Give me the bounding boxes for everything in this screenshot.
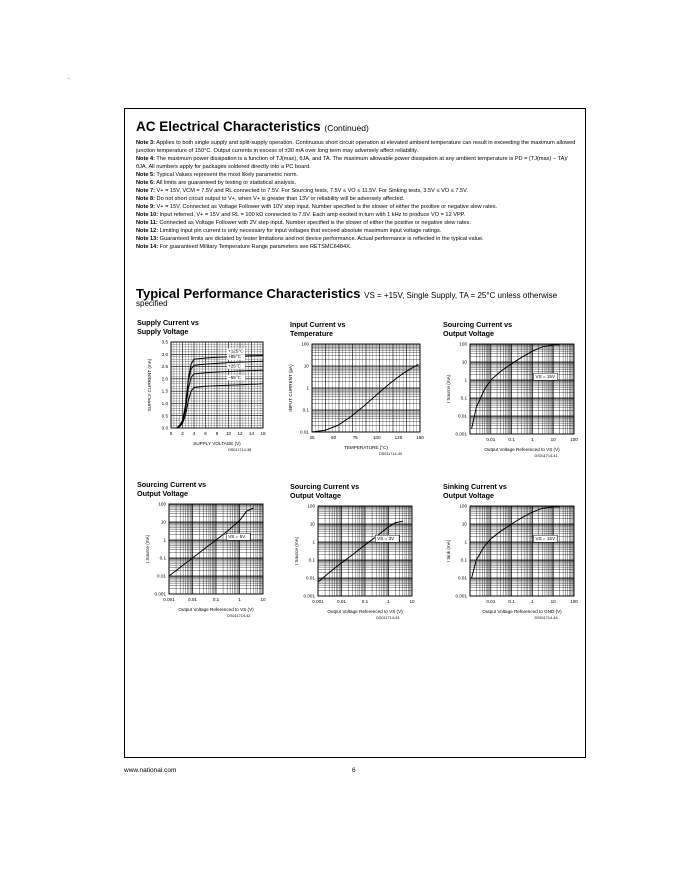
chart-2 (286, 340, 424, 481)
x-tick-label: 1 (238, 597, 241, 602)
x-axis-label: SUPPLY VOLTAGE (V) (193, 441, 241, 446)
stray-mark: . (68, 75, 70, 81)
x-tick-label: 0.01 (337, 599, 346, 604)
note-text: All limits are guaranteed by testing or statistical analysis. (154, 180, 297, 186)
series-label: −55°C (228, 374, 241, 380)
x-tick-label: 100 (570, 437, 578, 442)
x-axis-label: Output Voltage Referenced to VS (V) (484, 447, 560, 452)
note-item (136, 203, 578, 211)
x-tick-label: 10 (409, 599, 415, 604)
note-item (136, 139, 578, 155)
note-text: Guaranteed limits are dictated by tester limitations and not device performance. Actual performance is reflected in the typical value. (158, 236, 484, 242)
chart-title (137, 480, 206, 498)
figure-code: DS011714-41 (534, 454, 558, 458)
x-tick-label: 50 (331, 435, 337, 440)
section-title: AC Electrical Characteristics (Continued) (136, 119, 369, 134)
chart-svg (440, 502, 578, 642)
chart-title-line: Output Voltage (290, 491, 341, 500)
note-text: Limiting input pin current is only necessary for input voltages that exceed absolute maximum input voltage ratings. (158, 228, 442, 234)
x-tick-label: 10 (550, 437, 556, 442)
y-tick-label: 1 (464, 539, 467, 545)
chart-title (290, 320, 346, 338)
chart-title-line: Supply Current vs (137, 318, 199, 327)
chart-1 (137, 336, 267, 477)
x-axis-label: TEMPERATURE (°C) (344, 445, 388, 450)
x-tick-label: 0 (169, 431, 173, 436)
note-text: For guaranteed Military Temperature Range parameters see RETSMC6484X. (158, 244, 352, 250)
chart-grid (470, 506, 574, 596)
tpc-conditions: VS = +15V, Single Supply, TA = 25°C unless otherwise (364, 291, 558, 300)
note-label: Note 10: (136, 212, 159, 218)
x-tick-label: 75 (352, 435, 358, 440)
note-label: Note 5: (136, 172, 155, 178)
chart-title-line: Temperature (290, 329, 334, 338)
notes-list (136, 139, 578, 251)
y-tick-label: 0.1 (460, 557, 467, 563)
x-tick-label: 10 (550, 599, 556, 604)
x-tick-label: 0.1 (212, 597, 220, 602)
y-tick-label: 100 (459, 503, 467, 509)
x-tick-label: 0.001 (163, 597, 175, 602)
y-tick-label: 2.0 (161, 376, 168, 382)
note-item (136, 235, 578, 243)
chart-4 (137, 500, 275, 645)
footer-page-number: 6 (352, 767, 356, 774)
y-axis-label: INPUT CURRENT (pA) (288, 364, 293, 412)
series-line (169, 508, 254, 576)
note-text: Typical Values represent the most likely parametric norm. (154, 172, 299, 178)
y-tick-label: 100 (307, 503, 315, 509)
section-subtitle: (Continued) (324, 123, 369, 133)
note-text: V+ = 15V. Connected as Voltage Follower with 10V step input. Number specified is the slower of either the positive or negative slew rates. (154, 204, 498, 210)
x-tick-label: 0.01 (486, 437, 496, 442)
chart-title-line: Output Voltage (443, 491, 494, 500)
note-label: Note 3: (136, 140, 155, 146)
series-label: +85°C (228, 354, 241, 360)
note-item (136, 187, 578, 195)
note-label: Note 4: (136, 156, 155, 162)
chart-title-line: Output Voltage (137, 489, 188, 498)
chart-grid (312, 344, 420, 432)
chart-title-line: Sourcing Current vs (443, 320, 513, 329)
chart-5 (286, 502, 424, 647)
y-tick-label: 10 (461, 359, 467, 365)
annotation-label: VS = 5V (228, 534, 246, 540)
x-tick-label: 8 (215, 431, 219, 436)
y-tick-label: 0.1 (460, 395, 467, 401)
chart-title (443, 320, 512, 338)
note-label: Note 14: (136, 244, 159, 250)
y-tick-label: 0.1 (308, 557, 315, 563)
note-item (136, 243, 578, 251)
chart-title (443, 482, 507, 500)
note-label: Note 7: (136, 188, 155, 194)
note-label: Note 12: (136, 228, 159, 234)
note-label: Note 9: (136, 204, 155, 210)
y-tick-label: 100 (301, 341, 309, 347)
y-tick-label: 0.0 (161, 425, 168, 431)
y-tick-label: 10 (160, 519, 166, 525)
x-tick-label: 1 (387, 599, 390, 604)
note-item (136, 171, 578, 179)
figure-code: DS011714-40 (378, 452, 403, 456)
x-tick-label: 0.1 (361, 599, 369, 604)
x-tick-label: 10 (225, 431, 232, 436)
y-axis-label: SUPPLY CURRENT (mA) (147, 358, 152, 412)
y-tick-label: 100 (158, 501, 166, 507)
x-tick-label: 14 (248, 431, 255, 436)
series-label: +125°C (228, 348, 244, 354)
note-text: Applies to both single supply and split-supply operation. Continuous short circuit operation at elevated ambient temperature can result in exceeding the maximum allowed junction temperature of 150°C. Output currents in excess of ±30 mA over long term may adversely affect reliability. (136, 140, 576, 154)
y-tick-label: 0.01 (306, 575, 315, 581)
figure-code: DS011714-44 (534, 616, 558, 620)
x-tick-label: 0.1 (508, 437, 515, 442)
y-tick-label: 0.5 (161, 413, 168, 419)
series-label: +25°C (228, 363, 241, 369)
footer-site[interactable]: www.national.com (124, 767, 177, 774)
chart-title-line: Sourcing Current vs (290, 482, 360, 491)
chart-title-line: Supply Voltage (137, 327, 189, 336)
chart-title-line: Sourcing Current vs (137, 480, 207, 489)
note-label: Note 6: (136, 180, 155, 186)
x-tick-label: 10 (260, 597, 266, 602)
chart-grid (169, 504, 263, 594)
y-tick-label: 0.001 (455, 431, 467, 437)
note-item (136, 195, 578, 203)
chart-title (290, 482, 359, 500)
note-text: Connected as Voltage Follower with 2V step input. Number specified is the slower of either the positive or negative slew rates. (157, 220, 471, 226)
chart-title (137, 318, 199, 336)
x-tick-label: 0.01 (486, 599, 496, 604)
note-label: Note 11: (136, 220, 158, 226)
y-tick-label: 1 (306, 385, 309, 391)
tpc-conditions-cont: specified (136, 299, 168, 308)
y-tick-label: 100 (459, 341, 467, 347)
x-tick-label: 25 (309, 435, 315, 440)
y-tick-label: 0.1 (302, 407, 309, 413)
x-tick-label: 4 (192, 431, 196, 436)
tpc-title: Typical Performance Characteristics VS = +15V, Single Supply, TA = 25°C unless otherwise (136, 286, 558, 301)
y-tick-label: 1 (312, 539, 315, 545)
x-tick-label: 2 (181, 431, 184, 436)
figure-code: DS011714-43 (376, 616, 400, 620)
y-tick-label: 1 (163, 537, 166, 543)
x-tick-label: 0.1 (508, 599, 515, 604)
note-text: Input referred, V+ = 15V and RL = 100 kΩ connected to 7.5V. Each amp excited in turn with 1 kHz to produce VO = 12 VPP. (158, 212, 466, 218)
note-item (136, 155, 578, 171)
figure-code: DS011714-42 (227, 614, 251, 618)
x-tick-label: 16 (260, 431, 266, 436)
chart-svg (286, 340, 424, 476)
chart-title-line: Output Voltage (443, 329, 494, 338)
chart-title-line: Sinking Current vs (443, 482, 507, 491)
chart-6 (440, 502, 578, 647)
y-tick-label: 0.01 (458, 575, 467, 581)
chart-grid (171, 342, 263, 428)
x-tick-label: 1 (531, 437, 534, 442)
x-tick-label: 0.01 (188, 597, 197, 602)
chart-grid (318, 506, 412, 596)
y-axis-label: I Source (mA) (446, 374, 451, 404)
annotation-label: VS = 15V (535, 536, 556, 542)
series-line (312, 364, 418, 432)
y-tick-label: 10 (303, 363, 309, 369)
plot-border (470, 506, 574, 596)
x-axis-label: Output Voltage Referenced to VS (V) (178, 607, 254, 612)
chart-svg (286, 502, 424, 642)
note-item (136, 227, 578, 235)
y-tick-label: 2.5 (161, 364, 168, 370)
y-axis-label: I Source (mA) (145, 534, 150, 564)
y-tick-label: 3.0 (161, 351, 168, 357)
x-tick-label: 6 (204, 431, 207, 436)
chart-svg (440, 340, 578, 480)
x-tick-label: 100 (372, 435, 381, 440)
y-axis-label: I Source (mA) (294, 536, 299, 566)
x-tick-label: 1 (531, 599, 534, 604)
figure-code: DS011714-38 (228, 448, 252, 452)
annotation-label: VS = 3V (377, 536, 395, 542)
chart-3 (440, 340, 578, 485)
chart-title-line: Input Current vs (290, 320, 346, 329)
note-label: Note 8: (136, 196, 155, 202)
y-tick-label: 3.5 (161, 339, 168, 345)
note-text: The maximum power dissipation is a function of TJ(max), θJA, and TA. The maximum allowable power dissipation at any ambient temperature is PD = (TJ(max) − TA)/θJA. All numbers apply for packages soldered directly into a PC board. (136, 156, 568, 170)
note-text: Do not short circuit output to V+, when V+ is greater than 13V or reliability will be adversely affected. (154, 196, 405, 202)
x-tick-label: 12 (237, 431, 243, 436)
annotation-label: VS = 15V (535, 374, 556, 380)
y-axis-label: I Sink (mA) (446, 539, 451, 563)
note-item (136, 219, 578, 227)
note-item (136, 179, 578, 187)
y-tick-label: 0.001 (455, 593, 467, 599)
y-tick-label: 0.01 (300, 429, 309, 435)
y-tick-label: 1.5 (161, 388, 168, 394)
chart-svg (137, 500, 275, 640)
y-tick-label: 0.1 (159, 555, 166, 561)
x-tick-label: 100 (570, 599, 578, 604)
series-line (318, 521, 403, 582)
y-tick-label: 0.001 (303, 593, 315, 599)
x-tick-label: 0.001 (312, 599, 324, 604)
y-tick-label: 10 (461, 521, 467, 527)
y-tick-label: 0.01 (458, 413, 467, 419)
y-tick-label: 1.0 (161, 401, 168, 407)
x-axis-label: Output Voltage Referenced to GND (V) (482, 609, 562, 614)
chart-svg (137, 336, 267, 472)
x-tick-label: 150 (416, 435, 424, 440)
y-tick-label: 0.001 (154, 591, 166, 597)
x-tick-label: 125 (394, 435, 403, 440)
note-text: V+ = 15V, VCM = 7.5V and RL connected to 7.5V. For Sourcing tests, 7.5V ≤ VO ≤ 11.5V. For Sinking tests, 3.5V ≤ VO ≤ 7.5V. (154, 188, 468, 194)
y-tick-label: 1 (464, 377, 467, 383)
note-label: Note 13: (136, 236, 159, 242)
x-axis-label: Output Voltage Referenced to VS (V) (327, 609, 403, 614)
y-tick-label: 10 (309, 521, 315, 527)
y-tick-label: 0.01 (157, 573, 166, 579)
note-item (136, 211, 578, 219)
